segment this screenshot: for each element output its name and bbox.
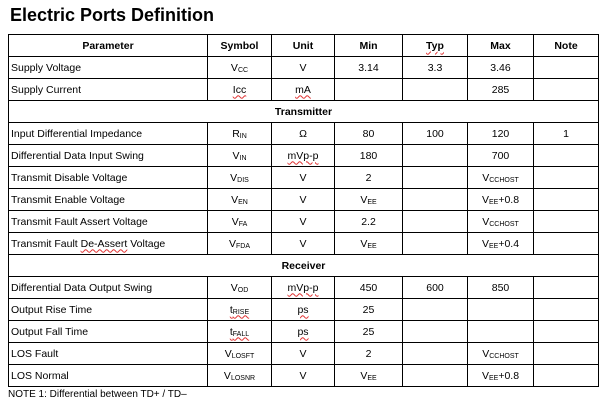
parameter-cell: Supply Voltage [9, 57, 208, 79]
min-cell: 2 [335, 167, 403, 189]
typ-cell: 100 [403, 123, 468, 145]
symbol-cell: VOD [208, 277, 272, 299]
typ-cell [403, 79, 468, 101]
symbol-cell: tRISE [208, 299, 272, 321]
note-cell: 1 [534, 123, 599, 145]
table-row [9, 123, 599, 145]
parameter-cell: Differential Data Output Swing [9, 277, 208, 299]
unit-cell: V [272, 189, 335, 211]
max-cell [468, 299, 534, 321]
parameter-cell: Transmit Enable Voltage [9, 189, 208, 211]
table-row [9, 321, 599, 343]
min-cell: 80 [335, 123, 403, 145]
parameter-cell: Transmit Fault De-Assert Voltage [9, 233, 208, 255]
table-row [9, 233, 599, 255]
note-cell [534, 365, 599, 387]
note-cell [534, 299, 599, 321]
parameter-cell: Differential Data Input Swing [9, 145, 208, 167]
header-parameter: Parameter [9, 35, 208, 57]
note-cell [534, 211, 599, 233]
unit-cell: ps [272, 321, 335, 343]
typ-cell [403, 233, 468, 255]
symbol-cell: VLOSFT [208, 343, 272, 365]
table-row [9, 365, 599, 387]
note-cell [534, 277, 599, 299]
max-cell [468, 321, 534, 343]
max-cell: VEE+0.8 [468, 189, 534, 211]
min-cell [335, 79, 403, 101]
parameter-cell: Transmit Fault Assert Voltage [9, 211, 208, 233]
unit-cell: mVp-p [272, 145, 335, 167]
table-row [9, 343, 599, 365]
unit-cell: Ω [272, 123, 335, 145]
symbol-cell: VLOSNR [208, 365, 272, 387]
max-cell: 850 [468, 277, 534, 299]
note-cell [534, 167, 599, 189]
section-row-receiver [9, 255, 599, 277]
min-cell: 450 [335, 277, 403, 299]
header-typ-text: Typ [426, 39, 444, 52]
max-cell: 3.46 [468, 57, 534, 79]
unit-cell: ps [272, 299, 335, 321]
table-row [9, 145, 599, 167]
table-row [9, 189, 599, 211]
unit-cell: V [272, 233, 335, 255]
min-cell: 25 [335, 299, 403, 321]
unit-cell: V [272, 57, 335, 79]
min-cell: 3.14 [335, 57, 403, 79]
table-row [9, 211, 599, 233]
section-heading: Receiver [9, 255, 599, 277]
header-max: Max [468, 35, 534, 57]
parameter-cell: Transmit Disable Voltage [9, 167, 208, 189]
table-row [9, 79, 599, 101]
min-cell: VEE [335, 189, 403, 211]
note-cell [534, 145, 599, 167]
symbol-cell: VFDA [208, 233, 272, 255]
symbol-cell: VEN [208, 189, 272, 211]
parameter-cell: Output Rise Time [9, 299, 208, 321]
symbol-cell: RIN [208, 123, 272, 145]
typ-cell [403, 365, 468, 387]
note-cell [534, 79, 599, 101]
note-cell [534, 343, 599, 365]
symbol-cell: VIN [208, 145, 272, 167]
max-cell: VEE+0.8 [468, 365, 534, 387]
max-cell: VEE+0.4 [468, 233, 534, 255]
max-cell: 120 [468, 123, 534, 145]
typ-cell [403, 299, 468, 321]
typ-cell [403, 211, 468, 233]
table-row [9, 299, 599, 321]
typ-cell [403, 145, 468, 167]
unit-cell: V [272, 343, 335, 365]
min-cell: 25 [335, 321, 403, 343]
page-title: Electric Ports Definition [10, 5, 215, 25]
header-min: Min [335, 35, 403, 57]
typ-cell [403, 321, 468, 343]
typ-cell [403, 189, 468, 211]
min-cell: 2.2 [335, 211, 403, 233]
symbol-cell: tFALL [208, 321, 272, 343]
table-row [9, 57, 599, 79]
section-row-transmitter [9, 101, 599, 123]
symbol-cell: VCC [208, 57, 272, 79]
header-note: Note [534, 35, 599, 57]
max-cell: VCCHOST [468, 343, 534, 365]
table-row [9, 167, 599, 189]
min-cell: VEE [335, 233, 403, 255]
note-cell [534, 189, 599, 211]
parameter-cell: LOS Fault [9, 343, 208, 365]
parameter-cell: LOS Normal [9, 365, 208, 387]
unit-cell: V [272, 365, 335, 387]
unit-cell: mVp-p [272, 277, 335, 299]
note-cell [534, 321, 599, 343]
typ-cell: 3.3 [403, 57, 468, 79]
symbol-cell: Icc [208, 79, 272, 101]
electric-ports-table [8, 34, 599, 387]
max-cell: VCCHOST [468, 211, 534, 233]
symbol-cell: VDIS [208, 167, 272, 189]
table-row [9, 277, 599, 299]
max-cell: 700 [468, 145, 534, 167]
max-cell: VCCHOST [468, 167, 534, 189]
unit-cell: mA [272, 79, 335, 101]
min-cell: 180 [335, 145, 403, 167]
header-typ [403, 35, 468, 57]
unit-cell: V [272, 167, 335, 189]
max-cell: 285 [468, 79, 534, 101]
parameter-cell: Output Fall Time [9, 321, 208, 343]
parameter-cell: Supply Current [9, 79, 208, 101]
header-symbol: Symbol [208, 35, 272, 57]
typ-cell [403, 167, 468, 189]
symbol-cell: VFA [208, 211, 272, 233]
footnote: NOTE 1: Differential between TD+ / TD– [8, 389, 187, 400]
note-cell [534, 233, 599, 255]
typ-cell: 600 [403, 277, 468, 299]
header-unit: Unit [272, 35, 335, 57]
min-cell: VEE [335, 365, 403, 387]
unit-cell: V [272, 211, 335, 233]
table-header-row [9, 35, 599, 57]
min-cell: 2 [335, 343, 403, 365]
typ-cell [403, 343, 468, 365]
parameter-cell: Input Differential Impedance [9, 123, 208, 145]
note-cell [534, 57, 599, 79]
section-heading: Transmitter [9, 101, 599, 123]
